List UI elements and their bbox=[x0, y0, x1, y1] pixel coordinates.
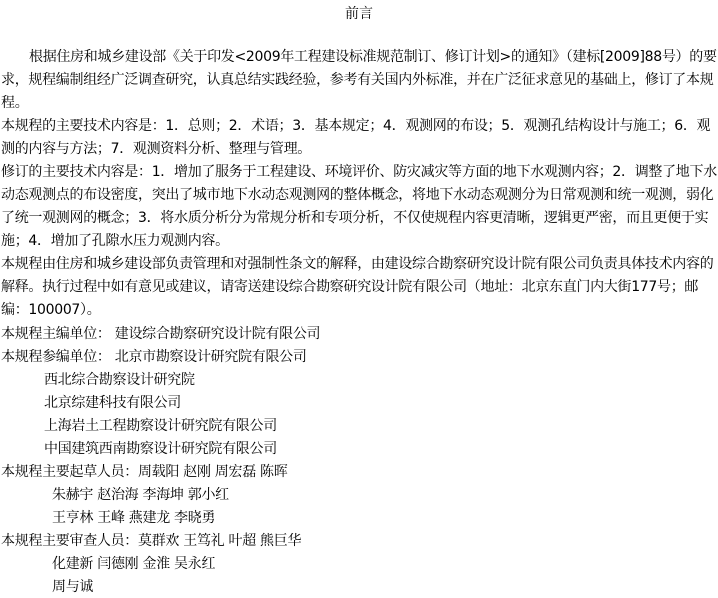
paragraph-basis: 根据住房和城乡建设部《关于印发<2009年工程建设标准规范制订、修订计划>的通知》（建标[2009]88号）的要求，规程编制组经广泛调查研究，认真总结实践经验，参考有关国内外标准，并在广泛征求意见的基础上，修订了本规程。 bbox=[1, 49, 717, 111]
reviewers-label: 本规程主要审查人员：莫群欢 王笃礼 叶超 熊巨华 bbox=[1, 533, 302, 549]
drafters-label: 本规程主要起草人员：周载阳 赵刚 周宏磊 陈晖 bbox=[1, 464, 288, 480]
paragraph-management: 本规程由住房和城乡建设部负责管理和对强制性条文的解释，由建设综合勘察研究设计院有限公司负责具体技术内容的解释。执行过程中如有意见或建议，请寄送建设综合勘察研究设计院有限公司（地址：北京东直门内大街177号；邮编：100007）。 bbox=[1, 256, 714, 318]
participating-unit: 西北综合勘察设计研究院 bbox=[44, 372, 195, 388]
participating-unit: 北京综建科技有限公司 bbox=[44, 395, 181, 411]
paragraph-main-content: 本规程的主要技术内容是：1．总则；2．术语；3．基本规定；4．观测网的布设；5．观测孔结构设计与施工；6．观测的内容与方法；7．观测资料分析、整理与管理。 bbox=[1, 118, 711, 157]
reviewers-line: 周与诚 bbox=[52, 579, 94, 595]
participating-units-label: 本规程参编单位： 北京市勘察设计研究院有限公司 bbox=[1, 349, 307, 365]
participating-unit: 上海岩土工程勘察设计研究院有限公司 bbox=[44, 418, 277, 434]
reviewers-line: 化建新 闫德刚 金淮 吴永红 bbox=[52, 556, 216, 572]
paragraph-revision-content: 修订的主要技术内容是：1．增加了服务于工程建设、环境评价、防灾减灾等方面的地下水观测内容；2．调整了地下水动态观测点的布设密度，突出了城市地下水动态观测网的整体概念，将地下水动态观测分为日常观测和统一观测，弱化了统一观测网的概念；3．将水质分析分为常规分析和专项分析，不仅使规程内容更清晰，逻辑更严密，而且更便于实施；4．增加了孔隙水压力观测内容。 bbox=[1, 164, 717, 249]
document-title: 前言 bbox=[345, 6, 373, 22]
drafters-line: 朱赫宇 赵治海 李海坤 郭小红 bbox=[52, 487, 229, 503]
drafters-line: 王亨林 王峰 燕建龙 李晓勇 bbox=[52, 510, 216, 526]
chief-editor-unit: 本规程主编单位： 建设综合勘察研究设计院有限公司 bbox=[1, 326, 321, 342]
participating-unit: 中国建筑西南勘察设计研究院有限公司 bbox=[44, 441, 277, 457]
